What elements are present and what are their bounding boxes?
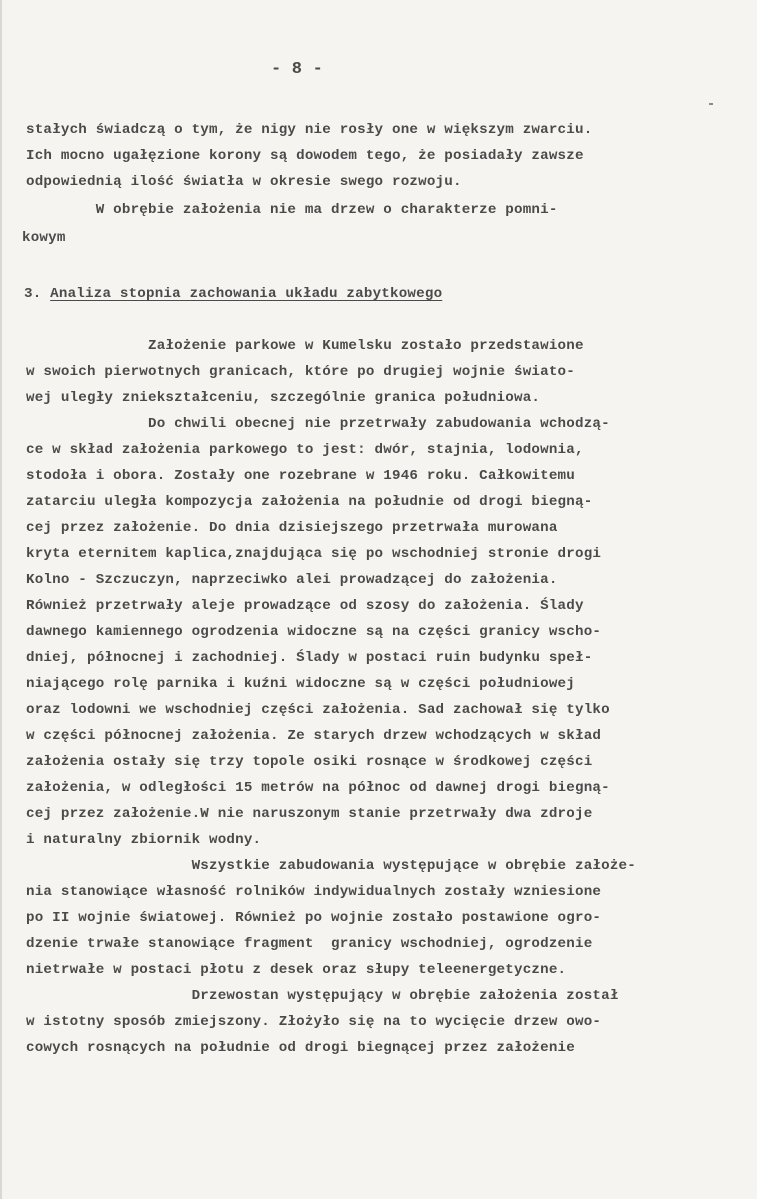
text-line: cowych rosnących na południe od drogi biegnącej przez założenie	[26, 1040, 575, 1056]
text-line: założenia, w odległości 15 metrów na północ od dawnej drogi biegną-	[26, 780, 610, 796]
text-line: Drzewostan występujący w obrębie założenia został	[26, 988, 619, 1004]
text-line: w części północnej założenia. Ze starych drzew wchodzących w skład	[26, 728, 602, 744]
text-line: cej przez założenie. Do dnia dzisiejszego przetrwała murowana	[26, 520, 558, 536]
section-number: 3.	[24, 286, 42, 302]
text-line: odpowiednią ilość światła w okresie swego rozwoju.	[26, 174, 462, 190]
text-line: kryta eternitem kaplica,znajdująca się po wschodniej stronie drogi	[26, 546, 602, 562]
text-line: stałych świadczą o tym, że nigy nie rosły one w większym zwarciu.	[26, 122, 593, 138]
text-line: stodoła i obora. Zostały one rozebrane w 1946 roku. Całkowitemu	[26, 468, 575, 484]
text-line: kowym	[22, 230, 66, 246]
margin-mark	[709, 103, 713, 105]
text-line: wej uległy zniekształceniu, szczególnie granica południowa.	[26, 390, 541, 406]
text-line: Również przetrwały aleje prowadzące od szosy do założenia. Ślady	[26, 598, 584, 614]
text-line: w istotny sposób zmiejszony. Złożyło się na to wycięcie drzew owo-	[26, 1014, 602, 1030]
text-line: ce w skład założenia parkowego to jest: dwór, stajnia, lodownia,	[26, 442, 584, 458]
text-line: nietrwałe w postaci płotu z desek oraz słupy teleenergetyczne.	[26, 962, 567, 978]
text-line: i naturalny zbiornik wodny.	[26, 832, 262, 848]
text-line: Wszystkie zabudowania występujące w obrębie założe-	[26, 858, 636, 874]
text-line: oraz lodowni we wschodniej części założenia. Sad zachował się tylko	[26, 702, 610, 718]
text-line: dniej, północnej i zachodniej. Ślady w postaci ruin budynku speł-	[26, 650, 593, 666]
text-line: cej przez założenie.W nie naruszonym stanie przetrwały dwa zdroje	[26, 806, 593, 822]
text-line: Kolno - Szczuczyn, naprzeciwko alei prowadzącej do założenia.	[26, 572, 558, 588]
section-heading	[24, 281, 442, 307]
text-line: w swoich pierwotnych granicach, które po drugiej wojnie świato-	[26, 364, 575, 380]
text-line: dzenie trwałe stanowiące fragment granicy wschodniej, ogrodzenie	[26, 936, 593, 952]
text-line: dawnego kamiennego ogrodzenia widoczne są na części granicy wscho-	[26, 624, 602, 640]
text-line: zatarciu uległa kompozycja założenia na południe od drogi biegną-	[26, 494, 593, 510]
section-title: Analiza stopnia zachowania układu zabytkowego	[50, 286, 443, 302]
page-number: - 8 -	[270, 60, 323, 79]
text-line: Do chwili obecnej nie przetrwały zabudowania wchodzą-	[26, 416, 610, 432]
text-line: po II wojnie światowej. Również po wojnie zostało postawione ogro-	[26, 910, 602, 926]
text-line: założenia ostały się trzy topole osiki rosnące w środkowej części	[26, 754, 593, 770]
text-line: nia stanowiące własność rolników indywidualnych zostały wzniesione	[26, 884, 602, 900]
text-line: Ich mocno ugałęzione korony są dowodem tego, że posiadały zawsze	[26, 148, 584, 164]
text-line: W obrębie założenia nie ma drzew o charakterze pomni-	[26, 202, 558, 218]
text-line: niającego rolę parnika i kuźni widoczne są w części południowej	[26, 676, 575, 692]
text-line: Założenie parkowe w Kumelsku zostało przedstawione	[26, 338, 584, 354]
